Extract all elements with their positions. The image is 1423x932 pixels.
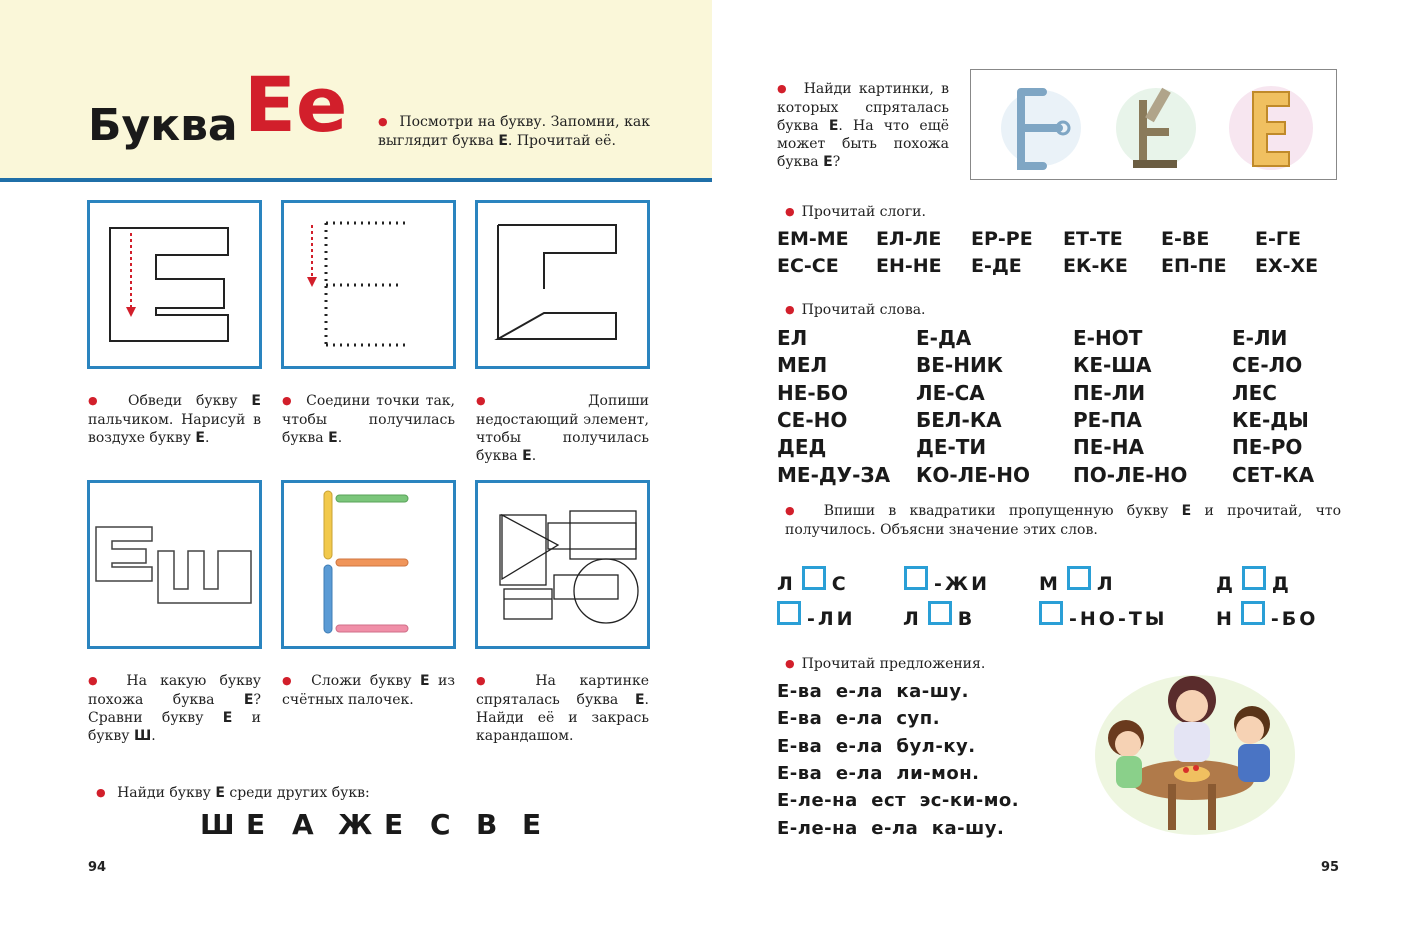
sentence: Е-ва е-ла ли-мон. — [777, 763, 980, 784]
syllable: ЕН-НЕ — [876, 255, 942, 277]
syllable: ЕС-СЕ — [777, 255, 839, 277]
syllable: ЕЛ-ЛЕ — [876, 228, 942, 250]
letter-item[interactable]: Ж — [338, 808, 373, 841]
connect-dots-box[interactable] — [281, 200, 456, 369]
syllable: Е-ВЕ — [1161, 228, 1210, 250]
word: МЕЛ — [777, 353, 828, 377]
gap-word: -НО-ТЫ — [1033, 607, 1167, 631]
word: СЕТ-КА — [1232, 463, 1315, 487]
letter-item[interactable]: Е — [384, 808, 404, 841]
letter-input-box[interactable] — [1241, 601, 1265, 625]
word: ПО-ЛЕ-НО — [1073, 463, 1188, 487]
letter-input-box[interactable] — [777, 601, 801, 625]
sticks-box[interactable] — [281, 480, 456, 649]
letter-item[interactable]: А — [292, 808, 314, 841]
word: Е-ЛИ — [1232, 326, 1288, 350]
word: ВЕ-НИК — [916, 353, 1004, 377]
letter-item[interactable]: Е — [522, 808, 542, 841]
syllable: Е-ДЕ — [971, 255, 1022, 277]
left-header-rule — [0, 178, 712, 182]
letter-e-block-icon — [1229, 86, 1313, 170]
word: ЕЛ — [777, 326, 808, 350]
sentences-title: ● Прочитай предложения. — [785, 655, 985, 674]
letter-row — [200, 808, 568, 841]
gap-word: Л С — [777, 572, 849, 596]
counting-sticks-letter-e — [284, 483, 453, 646]
hidden-letter-shapes — [478, 483, 647, 646]
sentence: Е-ва е-ла бул-ку. — [777, 736, 976, 757]
syllables-title: ● Прочитай слоги. — [785, 203, 926, 222]
word: БЕЛ-КА — [916, 408, 1002, 432]
trace-letter-e-outline — [90, 203, 259, 366]
word: СЕ-НО — [777, 408, 848, 432]
page-number-right: 95 — [1321, 860, 1340, 875]
microscope-icon — [1116, 88, 1196, 168]
intro-instruction: ● Посмотри на букву. Запомни, как выглядит буква Е. Прочитай её. — [378, 113, 650, 150]
word: МЕ-ДУ-ЗА — [777, 463, 891, 487]
word: КЕ-ША — [1073, 353, 1152, 377]
word: ПЕ-РО — [1232, 435, 1303, 459]
caption-connect: ● Соедини точки так, чтобы получилась буква Е. — [282, 392, 455, 447]
letter-input-box[interactable] — [928, 601, 952, 625]
syllable: ЕТ-ТЕ — [1063, 228, 1123, 250]
word: ДЕД — [777, 435, 827, 459]
letter-input-box[interactable] — [904, 566, 928, 590]
word: ЛЕ-СА — [916, 381, 985, 405]
compare-letters-box[interactable] — [87, 480, 262, 649]
word: Е-ДА — [916, 326, 972, 350]
word: ПЕ-ЛИ — [1073, 381, 1146, 405]
page-number-left: 94 — [88, 860, 107, 875]
left-header-band — [0, 0, 712, 180]
letter-item[interactable]: В — [476, 808, 498, 841]
caption-hidden: ● На картинке спряталась буква Е. Найди её и закрась карандашом. — [476, 672, 649, 745]
syllable: ЕХ-ХЕ — [1255, 255, 1319, 277]
hidden-letter-box[interactable] — [475, 480, 650, 649]
page-title: Буква — [88, 100, 238, 151]
letter-input-box[interactable] — [1242, 566, 1266, 590]
letter-input-box[interactable] — [1067, 566, 1091, 590]
gap-word: -ЖИ — [898, 572, 990, 596]
syllable: ЕК-КЕ — [1063, 255, 1128, 277]
gap-word: -ЛИ — [771, 607, 856, 631]
words-title: ● Прочитай слова. — [785, 301, 926, 320]
gap-word: Л В — [903, 607, 975, 631]
word: СЕ-ЛО — [1232, 353, 1303, 377]
word: КО-ЛЕ-НО — [916, 463, 1030, 487]
find-letter-instruction: ● Найди букву Е среди других букв: — [96, 784, 370, 803]
letter-item[interactable]: Ш — [200, 808, 235, 841]
dotted-letter-e — [284, 203, 453, 366]
syllable: ЕП-ПЕ — [1161, 255, 1227, 277]
gap-word: Н -БО — [1216, 607, 1318, 631]
pictures-frame — [970, 69, 1337, 180]
gap-word: М Л — [1039, 572, 1116, 596]
word: КЕ-ДЫ — [1232, 408, 1309, 432]
word: РЕ-ПА — [1073, 408, 1142, 432]
word: ПЕ-НА — [1073, 435, 1144, 459]
syllable: ЕМ-МЕ — [777, 228, 849, 250]
word: Е-НОТ — [1073, 326, 1143, 350]
pictures-instruction: ● Найди картинки, в которых спряталась буква Е. На что ещё может быть похожа буква Е? — [777, 80, 949, 171]
sentence: Е-ва е-ла ка-шу. — [777, 681, 969, 702]
caption-sticks: ● Сложи букву Е из счётных палочек. — [282, 672, 455, 709]
letters-e-and-sha — [90, 483, 259, 646]
sentence: Е-ва е-ла суп. — [777, 708, 941, 729]
letter-item[interactable]: Е — [246, 808, 266, 841]
letter-input-box[interactable] — [1039, 601, 1063, 625]
gaps-instruction: ● Впиши в квадратики пропущенную букву Е и прочитай, что получилось. Объясни значение этих слов. — [785, 502, 1341, 539]
word: ДЕ-ТИ — [916, 435, 987, 459]
caption-trace: ● Обведи букву Е пальчиком. Нарисуй в воздухе букву Е. — [88, 392, 261, 447]
letter-input-box[interactable] — [802, 566, 826, 590]
syllable: Е-ГЕ — [1255, 228, 1301, 250]
syllable: ЕР-РЕ — [971, 228, 1033, 250]
trace-letter-box[interactable] — [87, 200, 262, 369]
pictures-illustration — [971, 70, 1336, 179]
word: НЕ-БО — [777, 381, 848, 405]
word: ЛЕС — [1232, 381, 1277, 405]
anchor-icon — [1001, 90, 1081, 166]
sentence: Е-ле-на е-ла ка-шу. — [777, 818, 1005, 839]
caption-complete: ● Допиши недостающий элемент, чтобы получилась буква Е. — [476, 392, 649, 465]
caption-compare: ● На какую букву похожа буква Е? Сравни букву Е и букву Ш. — [88, 672, 261, 745]
family-illustration — [1092, 660, 1298, 840]
incomplete-letter-e — [478, 203, 647, 366]
title-letters: Ее — [244, 60, 348, 149]
sentence: Е-ле-на ест эс-ки-мо. — [777, 790, 1020, 811]
letter-item[interactable]: С — [430, 808, 451, 841]
gap-word: Д Д — [1216, 572, 1292, 596]
complete-letter-box[interactable] — [475, 200, 650, 369]
